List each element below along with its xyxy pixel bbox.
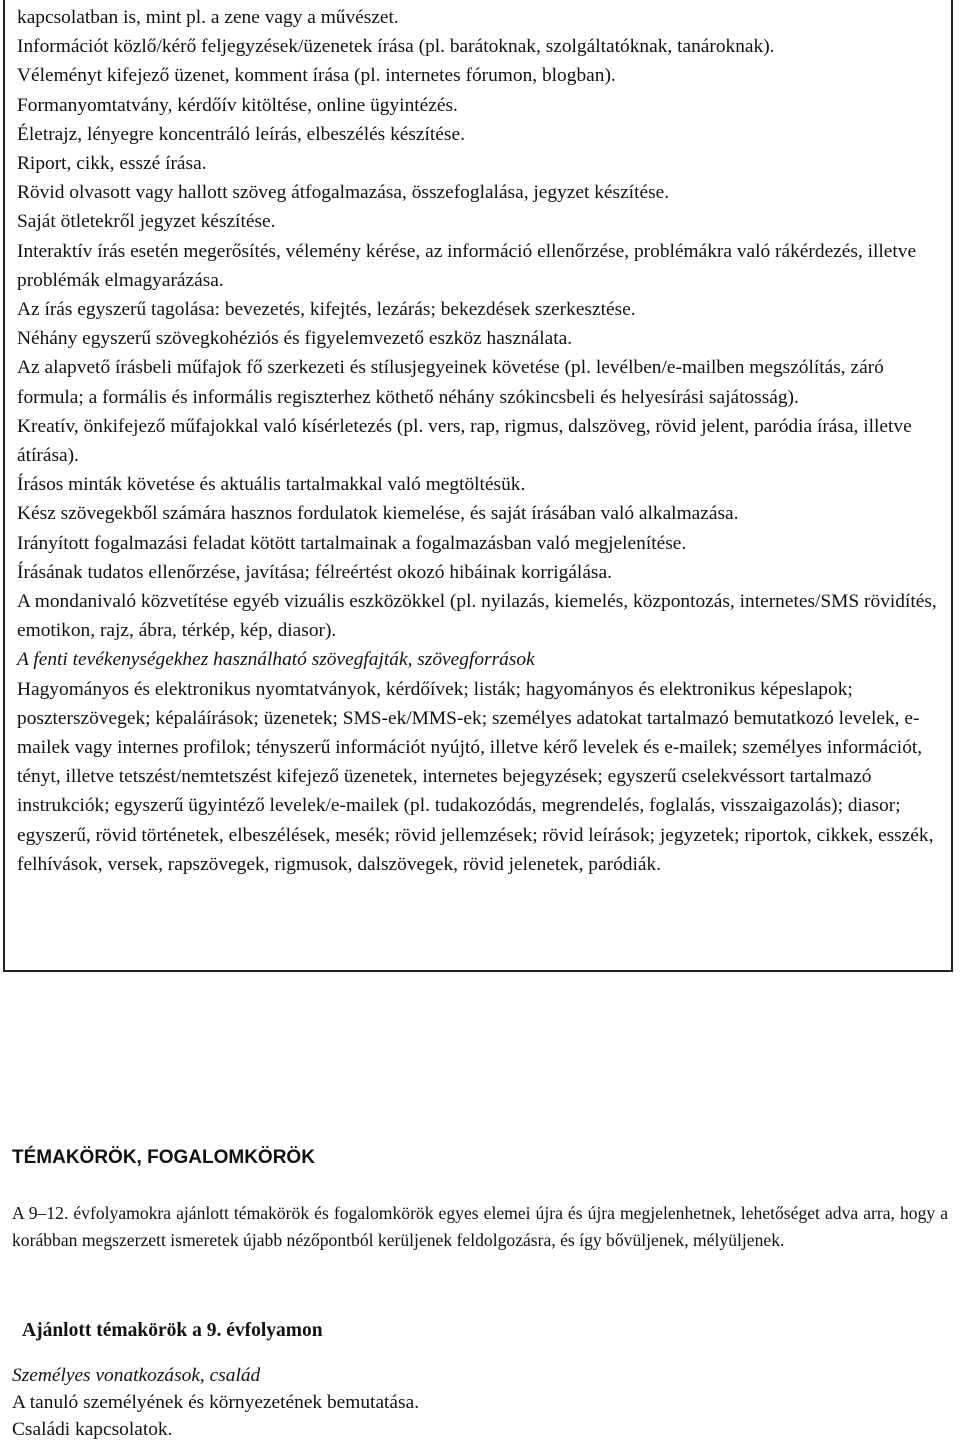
activity-line: kapcsolatban is, mint pl. a zene vagy a művészet. [17, 7, 399, 28]
activities-list [17, 3, 947, 879]
grade-9-subheading: Ajánlott témakörök a 9. évfolyamon [22, 1320, 323, 1341]
activity-line: Írásának tudatos ellenőrzése, javítása; félreértést okozó hibáinak korrigálása. [17, 561, 612, 583]
activity-line-italic-heading: A fenti tevékenységekhez használható szövegfajták, szövegforrások [17, 649, 535, 671]
activity-line: Saját ötletekről jegyzet készítése. [17, 211, 276, 233]
topic-line: Családi kapcsolatok. [12, 1419, 173, 1440]
activity-line: Az írás egyszerű tagolása: bevezetés, kifejtés, lezárás; bekezdések szerkesztése. [17, 299, 636, 321]
activity-line: Írásos minták követése és aktuális tartalmakkal való megtöltésük. [17, 474, 526, 496]
activity-line: Formanyomtatvány, kérdőív kitöltése, online ügyintézés. [17, 94, 458, 116]
content-box [3, 0, 953, 972]
activity-line: Kész szövegekből számára hasznos fordulatok kiemelése, és saját írásában való alkalmazása. [17, 503, 739, 525]
topic-line: A tanuló személyének és környezetének bemutatása. [12, 1392, 420, 1413]
activity-line: Véleményt kifejező üzenet, komment írása (pl. internetes fórumon, blogban). [17, 65, 616, 87]
activity-line: Interaktív írás esetén megerősítés, vélemény kérése, az információ ellenőrzése, problémákra való rákérdezés, illetve problémák elmagyarázása. [17, 240, 917, 291]
activity-line: Irányított fogalmazási feladat kötött tartalmainak a fogalmazásban való megjelenítése. [17, 532, 687, 554]
activity-line: Kreatív, önkifejező műfajokkal való kísérletezés (pl. vers, rap, rigmus, dalszöveg, rövid jelent, paródia írása, illetve átírása). [17, 415, 912, 467]
section-heading: TÉMAKÖRÖK, FOGALOMKÖRÖK [12, 1147, 315, 1168]
topic-line-italic-heading: Személyes vonatkozások, család [12, 1365, 261, 1386]
activity-line: Hagyományos és elektronikus nyomtatványok, kérdőívek; listák; hagyományos és elektronikus képeslapok; poszterszövegek; képaláírások; üzenetek; SMS-ek/MMS-ek; személyes adatokat tartalmazó bemutatkozó levelek, e-mailek vagy internes profilok; tényszerű információt nyújtó, illetve kérő levelek és e-mailek; személyes információt, tényt, illetve tetszést/nemtetszést kifejező üzenetek, internetes bejegyzések; egyszerű cselekvéssort tartalmazó instrukciók; egyszerű ügyintéző levelek/e-mailek (pl. tudakozódás, megrendelés, foglalás, visszaigazolás); diasor; egyszerű, rövid történetek, elbeszélések, mesék; rövid jellemzések; rövid leírások; jegyzetek; riportok, cikkek, esszék, felhívások, versek, rapszövegek, rigmusok, dalszövegek, rövid jelenetek, paródiák. [17, 678, 934, 875]
activity-line: Néhány egyszerű szövegkohéziós és figyelemvezető eszköz használata. [17, 328, 573, 350]
activity-line: Információt közlő/kérő feljegyzések/üzenetek írása (pl. barátoknak, szolgáltatóknak, tanároknak). [17, 36, 775, 58]
section-intro: A 9–12. évfolyamokra ajánlott témakörök és fogalomkörök egyes elemei újra és újra megjelenhetnek, lehetőséget adva arra, hogy a korábban megszerzett ismeretek újabb nézőpontból kerüljenek feldolgozásra, és így bővüljenek, mélyüljenek. [12, 1203, 948, 1250]
activity-line: Életrajz, lényegre koncentráló leírás, elbeszélés készítése. [17, 123, 465, 145]
topic-list [12, 1362, 942, 1443]
activity-line: Az alapvető írásbeli műfajok fő szerkezeti és stílusjegyeinek követése (pl. levélben/e-mailben megszólítás, záró formula; a formális és informális regiszterhez köthető néhány szókincsbeli és helyesírási sajátosság). [17, 357, 884, 408]
activity-line: A mondanivaló közvetítése egyéb vizuális eszközökkel (pl. nyilazás, kiemelés, központozás, internetes/SMS rövidítés, emotikon, rajz, ábra, térkép, kép, diasor). [17, 591, 937, 642]
activity-line: Rövid olvasott vagy hallott szöveg átfogalmazása, összefoglalása, jegyzet készítése. [17, 182, 670, 204]
activity-line: Riport, cikk, esszé írása. [17, 153, 207, 175]
